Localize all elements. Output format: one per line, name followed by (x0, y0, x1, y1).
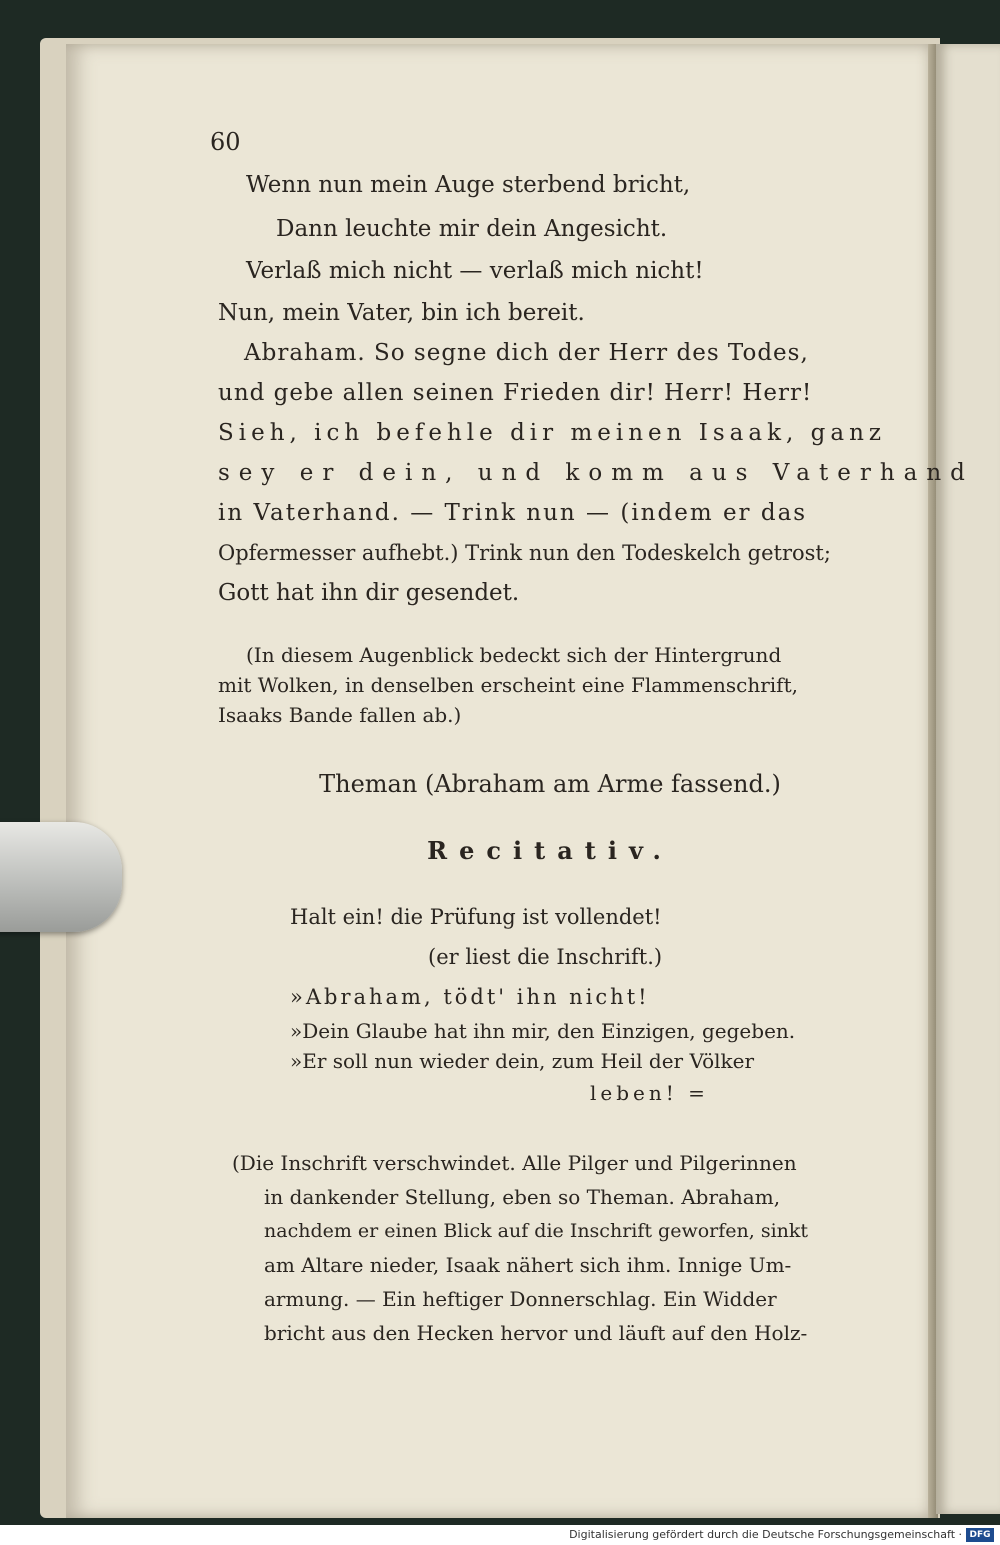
speaker-heading: Theman (Abraham am Arme fassend.) (319, 770, 781, 798)
stage-direction: armung. — Ein heftiger Donnerschlag. Ein Widder (264, 1287, 777, 1311)
stage-direction: nachdem er einen Blick auf die Inschrift geworfen, sinkt (264, 1220, 809, 1242)
text-line: in Vaterhand. — Trink nun — (indem er das (218, 500, 808, 526)
text-line: und gebe allen seinen Frieden dir! Herr! Herr! (218, 380, 813, 406)
text-line: sey er dein, und komm aus Vaterhand (218, 460, 974, 486)
text-line: Nun, mein Vater, bin ich bereit. (218, 300, 585, 326)
text-line: Dann leuchte mir dein Angesicht. (276, 216, 668, 242)
text-line: Gott hat ihn dir gesendet. (218, 580, 520, 606)
section-heading: Recitativ. (427, 836, 673, 865)
dfg-logo-icon: DFG (966, 1528, 994, 1542)
verse-line: (er liest die Inschrift.) (428, 945, 663, 969)
stage-direction: in dankender Stellung, eben so Theman. Abraham, (264, 1185, 781, 1209)
page-number: 60 (210, 128, 241, 156)
verse-line: »Abraham, tödt' ihn nicht! (290, 985, 650, 1009)
funding-credit: Digitalisierung gefördert durch die Deutsche Forschungsgemeinschaft · (569, 1528, 962, 1541)
text-line: Sieh, ich befehle dir meinen Isaak, ganz (218, 420, 887, 446)
stage-direction: bricht aus den Hecken hervor und läuft auf den Holz- (264, 1321, 808, 1345)
verse-line: »Er soll nun wieder dein, zum Heil der Völker (290, 1049, 755, 1073)
stage-direction: Isaaks Bande fallen ab.) (218, 703, 462, 727)
verse-line: Halt ein! die Prüfung ist vollendet! (290, 905, 662, 929)
stage-direction: mit Wolken, in denselben erscheint eine Flammenschrift, (218, 673, 798, 697)
stage-direction: (Die Inschrift verschwindet. Alle Pilger und Pilgerinnen (232, 1151, 797, 1175)
footer-bar (0, 1525, 1000, 1545)
text-line: Wenn nun mein Auge sterbend bricht, (246, 172, 691, 198)
text-line: Opfermesser aufhebt.) Trink nun den Todeskelch getrost; (218, 541, 831, 565)
verse-line: »Dein Glaube hat ihn mir, den Einzigen, gegeben. (290, 1019, 796, 1043)
stage-direction: am Altare nieder, Isaak nähert sich ihm. Innige Um- (264, 1253, 792, 1277)
verse-line: leben! = (590, 1081, 709, 1105)
text-line: Verlaß mich nicht — verlaß mich nicht! (246, 258, 704, 284)
text-line: Abraham. So segne dich der Herr des Todes, (244, 340, 809, 366)
stage-direction: (In diesem Augenblick bedeckt sich der Hintergrund (246, 643, 782, 667)
